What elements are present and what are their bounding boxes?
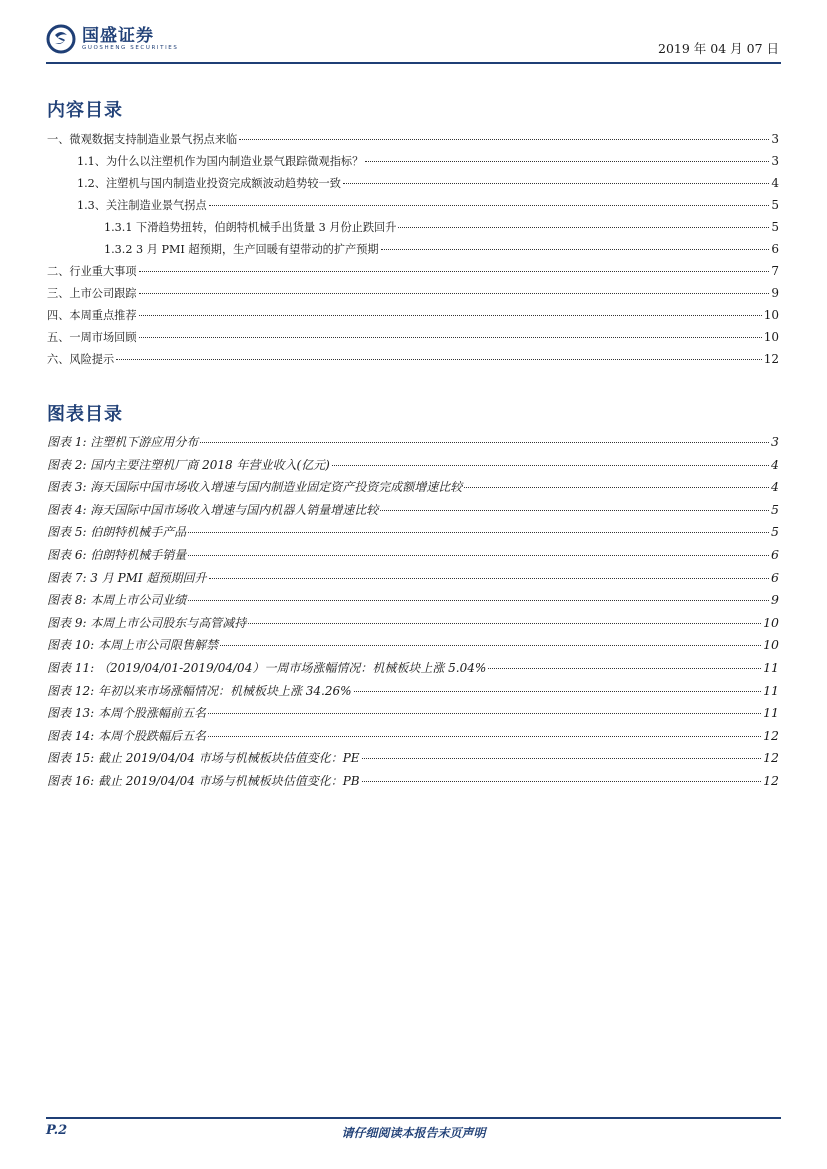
figure-entry[interactable] — [47, 433, 779, 456]
toc-entry[interactable] — [47, 175, 779, 197]
dot-leader — [209, 578, 770, 579]
entry-label: 图表 9: 本周上市公司股东与高管减持 — [47, 615, 247, 630]
entry-page-number: 7 — [771, 264, 779, 278]
entry-label: 1.2、注塑机与国内制造业投资完成额波动趋势较一致 — [77, 177, 341, 190]
entry-label: 图表 14: 本周个股跌幅后五名 — [47, 728, 206, 743]
figure-entry[interactable] — [47, 772, 779, 795]
entry-page-number: 9 — [771, 286, 779, 300]
dot-leader — [362, 758, 762, 759]
entry-page-number: 5 — [771, 524, 779, 540]
figure-entry[interactable] — [47, 456, 779, 479]
entry-label: 二、行业重大事项 — [47, 265, 137, 278]
dot-leader — [381, 249, 770, 250]
entry-page-number: 10 — [763, 308, 779, 322]
dot-leader — [116, 359, 762, 360]
dot-leader — [354, 691, 762, 692]
page-footer — [46, 1117, 781, 1140]
entry-page-number: 12 — [763, 352, 779, 366]
entry-label: 1.3.1 下滑趋势扭转，伯朗特机械手出货量 3 月份止跌回升 — [104, 221, 397, 234]
figure-entry[interactable] — [47, 704, 779, 727]
footer-disclaimer: 请仔细阅读本报告末页声明 — [341, 1126, 486, 1140]
toc-entry[interactable] — [47, 351, 779, 373]
dot-leader — [188, 532, 769, 533]
figures-list — [47, 433, 779, 795]
entry-label: 1.3.2 3 月 PMI 超预期，生产回暖有望带动的扩产预期 — [104, 243, 379, 256]
dot-leader — [239, 139, 769, 140]
toc-entry[interactable] — [47, 263, 779, 285]
dot-leader — [365, 161, 769, 162]
entry-page-number: 12 — [763, 727, 779, 743]
entry-label: 图表 3: 海天国际中国市场收入增速与国内制造业固定资产投资完成额增速比较 — [47, 480, 463, 495]
entry-page-number: 10 — [763, 614, 779, 630]
logo-text-cn: 国盛证券 — [82, 25, 154, 46]
entry-label: 图表 15: 截止 2019/04/04 市场与机械板块估值变化：PE — [47, 751, 360, 766]
logo-text-en: GUOSHENG SECURITIES — [82, 44, 179, 51]
dot-leader — [464, 487, 769, 488]
figure-entry[interactable] — [47, 749, 779, 772]
dot-leader — [208, 736, 761, 737]
entry-page-number: 3 — [771, 132, 779, 146]
figure-entry[interactable] — [47, 546, 779, 569]
page-number: P.2 — [46, 1123, 68, 1138]
entry-label: 图表 10: 本周上市公司限售解禁 — [47, 638, 218, 653]
dot-leader — [248, 623, 761, 624]
contents-title: 内容目录 — [47, 100, 123, 121]
entry-label: 四、本周重点推荐 — [47, 309, 137, 322]
dot-leader — [139, 315, 762, 316]
toc-entry[interactable] — [47, 285, 779, 307]
company-logo — [46, 24, 178, 54]
entry-page-number: 4 — [771, 479, 779, 495]
dot-leader — [209, 205, 770, 206]
dot-leader — [343, 183, 769, 184]
entry-page-number: 11 — [763, 659, 779, 675]
figure-entry[interactable] — [47, 659, 779, 682]
entry-label: 图表 2: 国内主要注塑机厂商 2018 年营业收入(亿元) — [47, 457, 330, 472]
dot-leader — [380, 510, 769, 511]
entry-label: 1.3、关注制造业景气拐点 — [77, 199, 207, 212]
toc-entry[interactable] — [47, 307, 779, 329]
entry-page-number: 12 — [763, 772, 779, 788]
figure-entry[interactable] — [47, 727, 779, 750]
entry-label: 三、上市公司跟踪 — [47, 287, 137, 300]
entry-label: 图表 11: （2019/04/01-2019/04/04）一周市场涨幅情况：机械板块上涨 5.04% — [47, 660, 487, 675]
entry-label: 图表 7: 3 月 PMI 超预期回升 — [47, 570, 207, 585]
toc-entry[interactable] — [47, 241, 779, 263]
toc-entry[interactable] — [47, 153, 779, 175]
dot-leader — [188, 600, 769, 601]
page-header — [46, 22, 781, 64]
entry-label: 图表 16: 截止 2019/04/04 市场与机械板块估值变化：PB — [47, 773, 360, 788]
entry-label: 图表 4: 海天国际中国市场收入增速与国内机器人销量增速比较 — [47, 502, 379, 517]
guosheng-logo-icon — [46, 24, 76, 54]
entry-page-number: 6 — [771, 569, 779, 585]
figure-entry[interactable] — [47, 523, 779, 546]
dot-leader — [362, 781, 761, 782]
entry-label: 1.1、为什么以注塑机作为国内制造业景气跟踪微观指标？ — [77, 155, 364, 168]
entry-label: 图表 13: 本周个股涨幅前五名 — [47, 706, 206, 721]
entry-label: 图表 5: 伯朗特机械手产品 — [47, 525, 187, 540]
toc-entry[interactable] — [47, 197, 779, 219]
entry-page-number: 11 — [763, 705, 779, 721]
entry-page-number: 5 — [771, 501, 779, 517]
dot-leader — [220, 645, 761, 646]
entry-page-number: 9 — [771, 592, 779, 608]
contents-list — [47, 131, 779, 373]
entry-page-number: 4 — [771, 176, 779, 190]
figure-entry[interactable] — [47, 682, 779, 705]
entry-page-number: 10 — [763, 637, 779, 653]
dot-leader — [208, 713, 761, 714]
entry-page-number: 11 — [763, 682, 779, 698]
entry-page-number: 4 — [771, 456, 779, 472]
entry-label: 图表 6: 伯朗特机械手销量 — [47, 547, 187, 562]
dot-leader — [139, 293, 770, 294]
entry-page-number: 3 — [771, 154, 779, 168]
figure-entry[interactable] — [47, 501, 779, 524]
dot-leader — [188, 555, 769, 556]
entry-label: 图表 12: 年初以来市场涨幅情况：机械板块上涨 34.26% — [47, 683, 352, 698]
toc-entry[interactable] — [47, 329, 779, 351]
dot-leader — [200, 442, 769, 443]
entry-page-number: 12 — [763, 750, 779, 766]
report-date: 2019 年 04 月 07 日 — [658, 41, 779, 56]
dot-leader — [488, 668, 761, 669]
toc-entry[interactable] — [47, 131, 779, 153]
entry-label: 五、一周市场回顾 — [47, 331, 137, 344]
figure-entry[interactable] — [47, 569, 779, 592]
entry-label: 图表 1: 注塑机下游应用分布 — [47, 435, 199, 449]
entry-page-number: 3 — [771, 434, 779, 449]
dot-leader — [139, 337, 762, 338]
figures-title: 图表目录 — [47, 404, 123, 425]
entry-page-number: 5 — [771, 198, 779, 212]
dot-leader — [398, 227, 769, 228]
dot-leader — [139, 271, 770, 272]
entry-page-number: 6 — [771, 242, 779, 256]
entry-label: 图表 8: 本周上市公司业绩 — [47, 593, 187, 608]
figure-entry[interactable] — [47, 636, 779, 659]
figure-entry[interactable] — [47, 614, 779, 637]
entry-page-number: 6 — [771, 546, 779, 562]
figure-entry[interactable] — [47, 478, 779, 501]
entry-label: 一、微观数据支持制造业景气拐点来临 — [47, 133, 238, 146]
entry-page-number: 10 — [763, 330, 779, 344]
entry-page-number: 5 — [771, 220, 779, 234]
figure-entry[interactable] — [47, 591, 779, 614]
toc-entry[interactable] — [47, 219, 779, 241]
dot-leader — [332, 465, 769, 466]
entry-label: 六、风险提示 — [47, 353, 115, 366]
